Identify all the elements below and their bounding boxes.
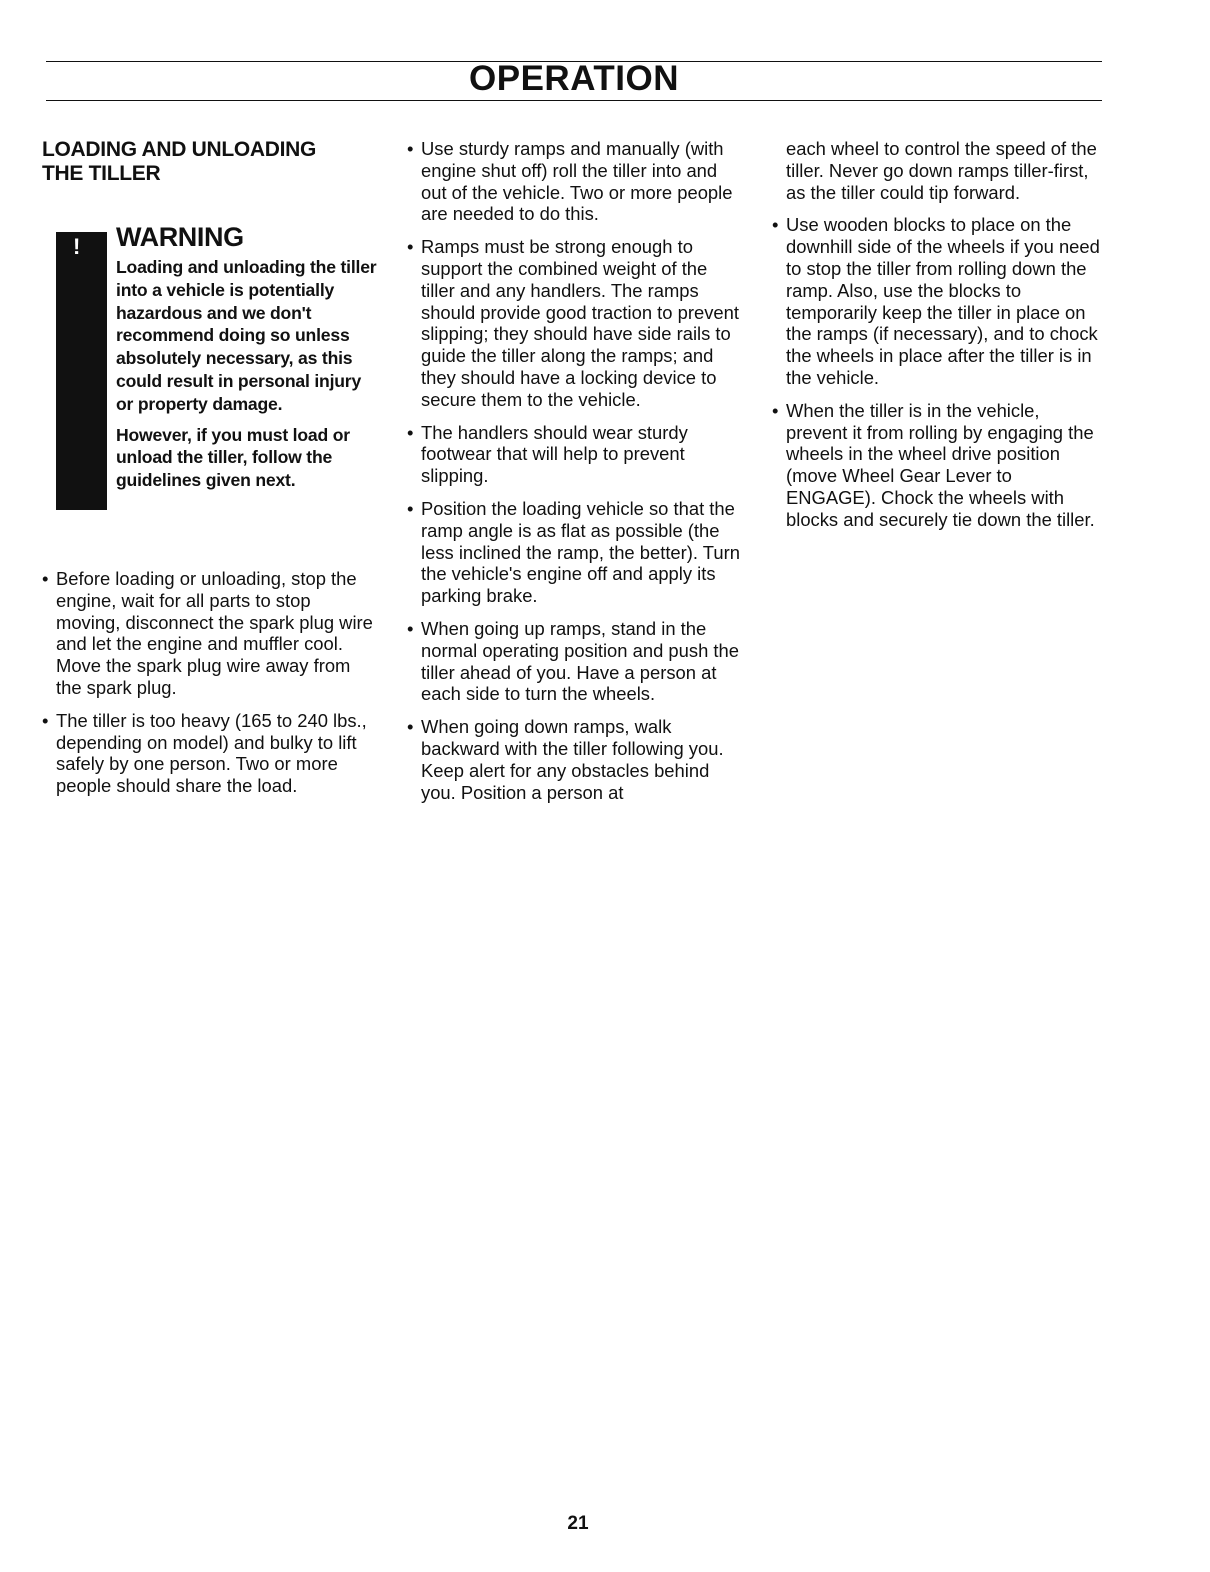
page-number: 21 [567, 1513, 589, 1534]
list-item: • Position the loading vehicle so that the ramp angle is as flat as possible (the less inclined the ramp, the better). Turn the vehicle's engine off and apply its parking brake. [407, 498, 743, 607]
bullet-list [42, 568, 377, 797]
warning-paragraph: Loading and unloading the tiller into a vehicle is potentially hazardous and we don't recommend doing so unless absolutely necessary, as this could result in personal injury or property damage. [116, 257, 377, 414]
list-item: • When going down ramps, walk backward with the tiller following you. Keep alert for any obstacles behind you. Position a person at [407, 716, 743, 803]
list-item: • The tiller is too heavy (165 to 240 lbs., depending on model) and bulky to lift safely by one person. Two or more people should share the load. [42, 710, 377, 797]
list-item: • When going up ramps, stand in the normal operating position and push the tiller ahead of you. Have a person at each side to turn the wheels. [407, 618, 743, 705]
warning-box [42, 222, 377, 491]
warning-content [116, 222, 378, 500]
page-title: OPERATION [469, 59, 679, 98]
exclamation-icon: ! [73, 234, 81, 259]
section-heading: LOADING AND UNLOADING THE TILLER [42, 138, 317, 185]
bullet-list [407, 138, 743, 803]
header-bottom-rule [46, 100, 1102, 101]
list-item: • The handlers should wear sturdy footwear that will help to prevent slipping. [407, 422, 743, 487]
list-item: • Before loading or unloading, stop the engine, wait for all parts to stop moving, disconnect the spark plug wire and let the engine and muffler cool. Move the spark plug wire away from the spark plug. [42, 568, 377, 699]
list-item: • Use sturdy ramps and manually (with engine shut off) roll the tiller into and out of the vehicle. Two or more people are needed to do this. [407, 138, 743, 225]
list-item-continuation: each wheel to control the speed of the tiller. Never go down ramps tiller-first, as the tiller could tip forward. [786, 138, 1097, 203]
column-3 [772, 138, 1100, 542]
list-item: • Use wooden blocks to place on the downhill side of the wheels if you need to stop the tiller from rolling down the ramp. Also, use the blocks to temporarily keep the tiller in place on the ramps (if necessary), and to chock the wheels in place after the tiller is in the vehicle. [772, 214, 1100, 388]
warning-paragraph: However, if you must load or unload the tiller, follow the guidelines given next. [116, 424, 350, 491]
column-1 [42, 138, 377, 808]
warning-title: WARNING [116, 222, 244, 252]
list-item: • When the tiller is in the vehicle, prevent it from rolling by engaging the wheels in the wheel drive position (move Wheel Gear Lever to ENGAGE). Chock the wheels with blocks and securely tie down the tiller. [772, 400, 1100, 531]
list-item: • Ramps must be strong enough to support the combined weight of the tiller and any handlers. The ramps should provide good traction to prevent slipping; they should have side rails to guide the tiller along the ramps; and they should have a locking device to secure them to the vehicle. [407, 236, 743, 410]
column-2 [407, 138, 743, 814]
bullet-list [772, 138, 1100, 531]
warning-bar [56, 232, 107, 510]
